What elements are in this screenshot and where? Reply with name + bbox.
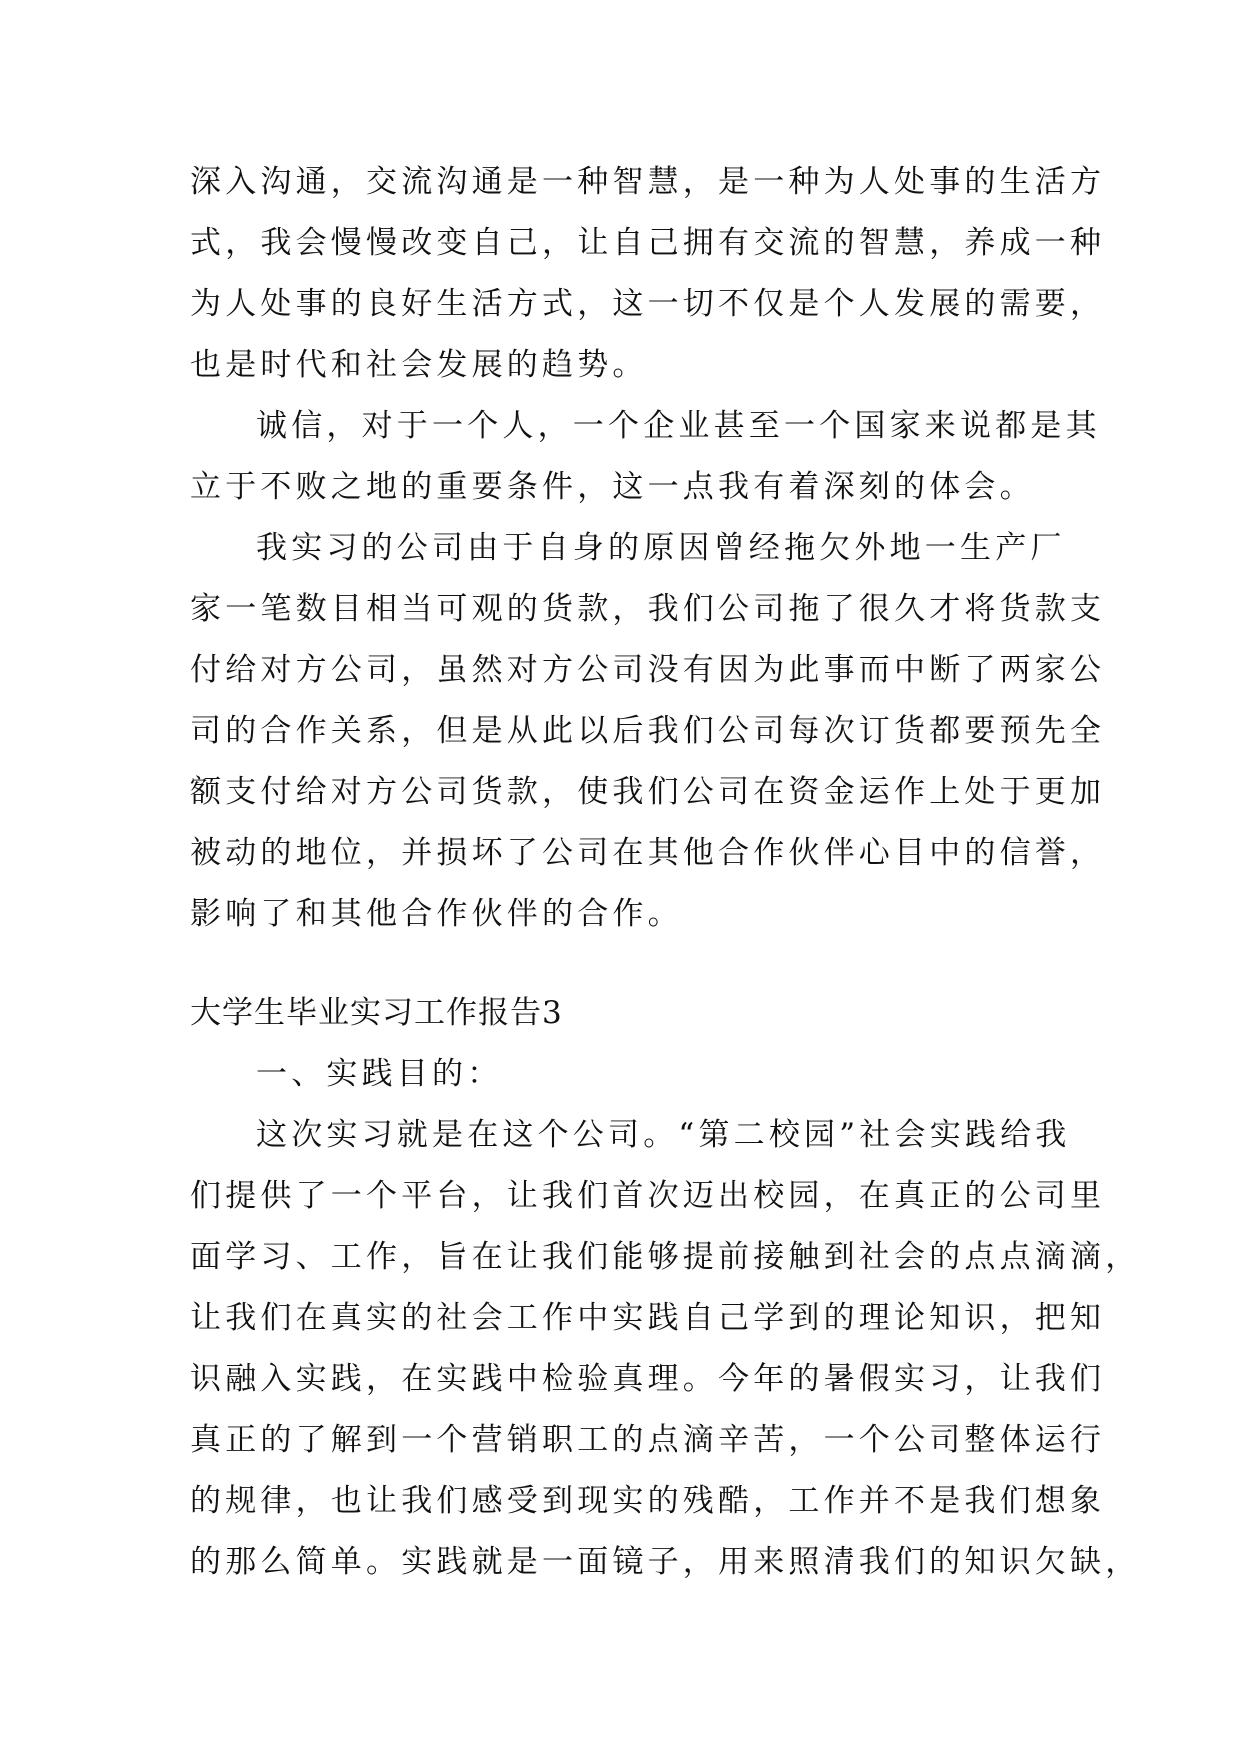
paragraph-first-line: 这次实习就是在这个公司。“第二校园”社会实践给我 [256, 1117, 1071, 1153]
text-line: 们提供了一个平台，让我们首次迈出校园，在真正的公司里 [190, 1178, 1106, 1214]
text-line: 识融入实践，在实践中检验真理。今年的暑假实习，让我们 [190, 1361, 1106, 1397]
text-line: 面学习、工作，旨在让我们能够提前接触到社会的点点滴滴， [190, 1239, 1141, 1275]
text-line: 让我们在真实的社会工作中实践自己学到的理论知识，把知 [190, 1300, 1106, 1336]
subheading: 一、实践目的： [256, 1056, 503, 1092]
text-line: 额支付给对方公司货款，使我们公司在资金运作上处于更加 [190, 774, 1106, 810]
text-line: 立于不败之地的重要条件，这一点我有着深刻的体会。 [190, 469, 1035, 505]
text-line: 影响了和其他合作伙伴的合作。 [190, 896, 683, 932]
text-line: 的规律，也让我们感受到现实的残酷，工作并不是我们想象 [190, 1483, 1106, 1519]
paragraph-first-line: 我实习的公司由于自身的原因曾经拖欠外地一生产厂 [256, 530, 1066, 566]
text-line: 家一笔数目相当可观的货款，我们公司拖了很久才将货款支 [190, 591, 1106, 627]
text-line: 式，我会慢慢改变自己，让自己拥有交流的智慧，养成一种 [190, 225, 1106, 261]
section-heading: 大学生毕业实习工作报告3 [190, 995, 563, 1031]
document-body [190, 152, 1141, 1593]
paragraph-first-line: 诚信，对于一个人，一个企业甚至一个国家来说都是其 [256, 408, 1101, 444]
text-line: 也是时代和社会发展的趋势。 [190, 347, 648, 383]
text-line: 被动的地位，并损坏了公司在其他合作伙伴心目中的信誉， [190, 835, 1106, 871]
text-line: 的那么简单。实践就是一面镜子，用来照清我们的知识欠缺， [190, 1544, 1141, 1580]
text-line: 司的合作关系，但是从此以后我们公司每次订货都要预先全 [190, 713, 1106, 749]
text-line: 付给对方公司，虽然对方公司没有因为此事而中断了两家公 [190, 652, 1106, 688]
text-line: 为人处事的良好生活方式，这一切不仅是个人发展的需要， [190, 286, 1106, 322]
text-line: 深入沟通，交流沟通是一种智慧，是一种为人处事的生活方 [190, 164, 1106, 200]
text-line: 真正的了解到一个营销职工的点滴辛苦，一个公司整体运行 [190, 1422, 1106, 1458]
